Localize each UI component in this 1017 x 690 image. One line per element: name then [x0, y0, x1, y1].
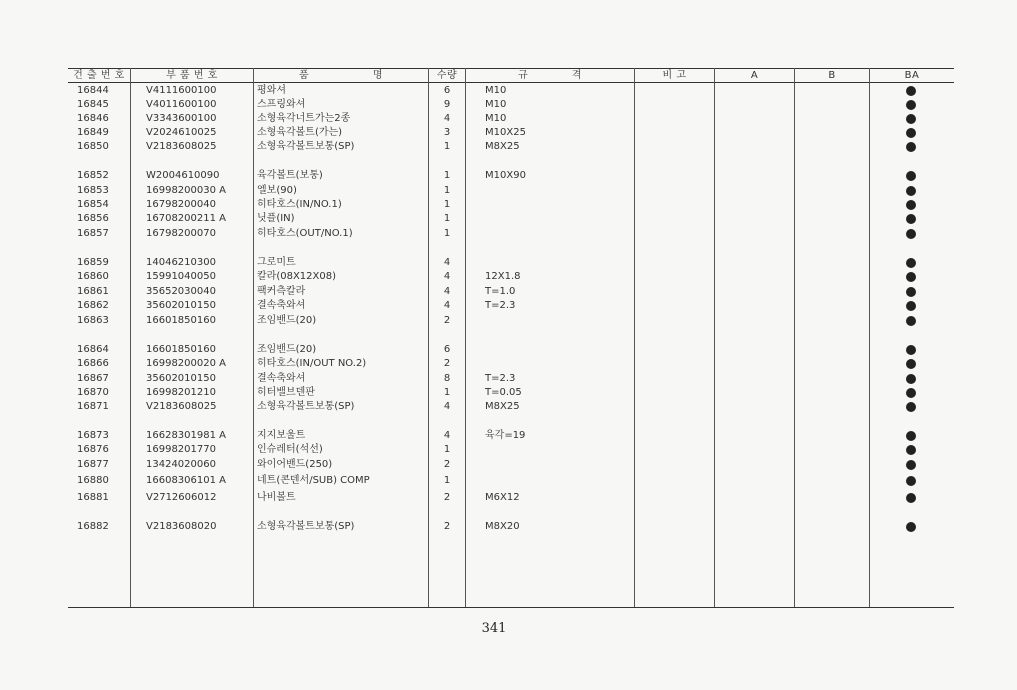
ref-no-cell: 16862 — [77, 300, 109, 311]
table-row — [0, 84, 1017, 98]
ba-applicable-dot-icon — [906, 214, 916, 224]
qty-cell: 8 — [443, 373, 451, 384]
header-ref-no: 건 출 번 호 — [73, 70, 125, 81]
part-name-cell: 네트(콘덴서/SUB) COMP — [257, 475, 370, 486]
qty-cell: 6 — [443, 85, 451, 96]
spec-cell: M10 — [485, 85, 507, 96]
qty-cell: 1 — [443, 199, 451, 210]
table-row — [0, 299, 1017, 313]
ba-applicable-dot-icon — [906, 142, 916, 152]
table-row — [0, 112, 1017, 126]
spec-cell: 육각=19 — [485, 430, 526, 441]
ba-applicable-dot-icon — [906, 493, 916, 503]
part-name-cell: 지지보울트 — [257, 430, 306, 441]
table-row — [0, 98, 1017, 112]
table-row — [0, 520, 1017, 534]
page-number: 341 — [481, 621, 507, 636]
part-name-cell: 히터밸브덴판 — [257, 387, 315, 398]
part-no-cell: 16998200020 A — [146, 358, 227, 369]
part-name-cell: 엘보(90) — [257, 185, 297, 196]
table-row — [0, 198, 1017, 212]
part-name-cell: 히타호스(IN/OUT NO.2) — [257, 358, 367, 369]
spec-cell: M10 — [485, 113, 507, 124]
spec-cell: T=0.05 — [485, 387, 522, 398]
part-name-cell: 팩커측칼라 — [257, 286, 306, 297]
table-row — [0, 474, 1017, 488]
part-no-cell: 16608306101 A — [146, 475, 227, 486]
part-name-cell: 스프링와셔 — [257, 99, 306, 110]
ba-applicable-dot-icon — [906, 460, 916, 470]
table-row — [0, 126, 1017, 140]
spec-cell: T=2.3 — [485, 300, 516, 311]
qty-cell: 2 — [443, 492, 451, 503]
table-row — [0, 256, 1017, 270]
ref-no-cell: 16876 — [77, 444, 109, 455]
header-col-a: A — [750, 70, 759, 81]
ba-applicable-dot-icon — [906, 431, 916, 441]
part-name-cell: 평와셔 — [257, 85, 286, 96]
ref-no-cell: 16852 — [77, 170, 109, 181]
ref-no-cell: 16844 — [77, 85, 109, 96]
ref-no-cell: 16882 — [77, 521, 109, 532]
ref-no-cell: 16873 — [77, 430, 109, 441]
qty-cell: 4 — [443, 271, 451, 282]
spec-cell: T=2.3 — [485, 373, 516, 384]
part-name-cell: 칼라(08X12X08) — [257, 271, 336, 282]
part-name-cell: 조임밴드(20) — [257, 344, 317, 355]
part-no-cell: 14046210300 — [146, 257, 216, 268]
spec-cell: T=1.0 — [485, 286, 516, 297]
part-no-cell: 13424020060 — [146, 459, 216, 470]
table-row — [0, 429, 1017, 443]
qty-cell: 6 — [443, 344, 451, 355]
header-col-ba: BA — [904, 70, 920, 81]
spec-cell: M8X25 — [485, 401, 520, 412]
part-no-cell: V4011600100 — [146, 99, 217, 110]
part-no-cell: 16998201210 — [146, 387, 216, 398]
ref-no-cell: 16877 — [77, 459, 109, 470]
part-name-cell: 인슈레터(석선) — [257, 444, 323, 455]
spec-cell: M10 — [485, 99, 507, 110]
part-name-cell: 육각볼트(보통) — [257, 170, 323, 181]
spec-cell: 12X1.8 — [485, 271, 521, 282]
part-no-cell: 16998200030 A — [146, 185, 227, 196]
part-name-cell: 조임밴드(20) — [257, 315, 317, 326]
table-row — [0, 386, 1017, 400]
qty-cell: 9 — [443, 99, 451, 110]
ref-no-cell: 16846 — [77, 113, 109, 124]
spec-cell: M8X25 — [485, 141, 520, 152]
ref-no-cell: 16867 — [77, 373, 109, 384]
ba-applicable-dot-icon — [906, 445, 916, 455]
qty-cell: 1 — [443, 185, 451, 196]
ba-applicable-dot-icon — [906, 171, 916, 181]
ba-applicable-dot-icon — [906, 476, 916, 486]
table-bottom-rule — [68, 607, 954, 608]
ref-no-cell: 16856 — [77, 213, 109, 224]
table-row — [0, 184, 1017, 198]
qty-cell: 1 — [443, 141, 451, 152]
part-no-cell: 16601850160 — [146, 344, 216, 355]
header-bottom-rule — [68, 82, 954, 83]
part-no-cell: 16798200070 — [146, 228, 216, 239]
ba-applicable-dot-icon — [906, 301, 916, 311]
header-spec: 규 격 — [518, 70, 582, 81]
qty-cell: 1 — [443, 213, 451, 224]
table-row — [0, 169, 1017, 183]
ba-applicable-dot-icon — [906, 114, 916, 124]
part-no-cell: 35652030040 — [146, 286, 216, 297]
ref-no-cell: 16866 — [77, 358, 109, 369]
part-name-cell: 소형육각너트가는2종 — [257, 113, 351, 124]
header-part-no: 부 품 번 호 — [166, 70, 218, 81]
ba-applicable-dot-icon — [906, 186, 916, 196]
ba-applicable-dot-icon — [906, 388, 916, 398]
header-col-b: B — [828, 70, 836, 81]
ref-no-cell: 16861 — [77, 286, 109, 297]
table-row — [0, 343, 1017, 357]
ref-no-cell: 16859 — [77, 257, 109, 268]
ref-no-cell: 16853 — [77, 185, 109, 196]
part-name-cell: 히타호스(IN/NO.1) — [257, 199, 342, 210]
ba-applicable-dot-icon — [906, 402, 916, 412]
table-row — [0, 140, 1017, 154]
ba-applicable-dot-icon — [906, 200, 916, 210]
table-row — [0, 400, 1017, 414]
part-no-cell: V2183608020 — [146, 521, 217, 532]
part-name-cell: 그로미트 — [257, 257, 296, 268]
part-no-cell: 35602010150 — [146, 300, 216, 311]
ba-applicable-dot-icon — [906, 522, 916, 532]
spec-cell: M8X20 — [485, 521, 520, 532]
part-no-cell: 16798200040 — [146, 199, 216, 210]
qty-cell: 2 — [443, 315, 451, 326]
ref-no-cell: 16849 — [77, 127, 109, 138]
table-row — [0, 212, 1017, 226]
qty-cell: 4 — [443, 401, 451, 412]
table-row — [0, 491, 1017, 505]
part-name-cell: 소형육각볼트(가는) — [257, 127, 343, 138]
part-no-cell: V2712606012 — [146, 492, 217, 503]
table-row — [0, 314, 1017, 328]
ref-no-cell: 16857 — [77, 228, 109, 239]
part-no-cell: 35602010150 — [146, 373, 216, 384]
part-no-cell: V2024610025 — [146, 127, 217, 138]
ba-applicable-dot-icon — [906, 316, 916, 326]
ba-applicable-dot-icon — [906, 272, 916, 282]
ba-applicable-dot-icon — [906, 229, 916, 239]
ba-applicable-dot-icon — [906, 287, 916, 297]
part-no-cell: V2183608025 — [146, 141, 217, 152]
part-name-cell: 히타호스(OUT/NO.1) — [257, 228, 353, 239]
table-row — [0, 285, 1017, 299]
ba-applicable-dot-icon — [906, 128, 916, 138]
part-no-cell: V4111600100 — [146, 85, 217, 96]
spec-cell: M10X90 — [485, 170, 526, 181]
ba-applicable-dot-icon — [906, 345, 916, 355]
table-row — [0, 227, 1017, 241]
part-no-cell: 16601850160 — [146, 315, 216, 326]
qty-cell: 3 — [443, 127, 451, 138]
spec-cell: M6X12 — [485, 492, 520, 503]
ba-applicable-dot-icon — [906, 86, 916, 96]
header-name: 품 명 — [299, 70, 383, 81]
table-row — [0, 270, 1017, 284]
part-no-cell: V2183608025 — [146, 401, 217, 412]
qty-cell: 1 — [443, 387, 451, 398]
part-name-cell: 소형육각볼트보통(SP) — [257, 141, 355, 152]
qty-cell: 4 — [443, 430, 451, 441]
ba-applicable-dot-icon — [906, 374, 916, 384]
ref-no-cell: 16870 — [77, 387, 109, 398]
part-no-cell: 16628301981 A — [146, 430, 227, 441]
table-row — [0, 458, 1017, 472]
ba-applicable-dot-icon — [906, 100, 916, 110]
ref-no-cell: 16871 — [77, 401, 109, 412]
qty-cell: 1 — [443, 444, 451, 455]
part-no-cell: 16998201770 — [146, 444, 216, 455]
header-qty: 수량 — [436, 70, 458, 81]
ref-no-cell: 16845 — [77, 99, 109, 110]
qty-cell: 4 — [443, 300, 451, 311]
qty-cell: 1 — [443, 228, 451, 239]
ref-no-cell: 16860 — [77, 271, 109, 282]
spec-cell: M10X25 — [485, 127, 526, 138]
table-row — [0, 443, 1017, 457]
qty-cell: 2 — [443, 358, 451, 369]
part-name-cell: 나비볼트 — [257, 492, 296, 503]
part-name-cell: 소형육각볼트보통(SP) — [257, 521, 355, 532]
part-name-cell: 결속축와셔 — [257, 373, 306, 384]
part-name-cell: 닛플(IN) — [257, 213, 295, 224]
table-row — [0, 372, 1017, 386]
ref-no-cell: 16881 — [77, 492, 109, 503]
ref-no-cell: 16863 — [77, 315, 109, 326]
header-remark: 비 고 — [662, 70, 687, 81]
part-name-cell: 결속축와셔 — [257, 300, 306, 311]
qty-cell: 1 — [443, 475, 451, 486]
ba-applicable-dot-icon — [906, 258, 916, 268]
ba-applicable-dot-icon — [906, 359, 916, 369]
qty-cell: 4 — [443, 286, 451, 297]
part-no-cell: V3343600100 — [146, 113, 217, 124]
part-name-cell: 와이어밴드(250) — [257, 459, 333, 470]
ref-no-cell: 16850 — [77, 141, 109, 152]
ref-no-cell: 16864 — [77, 344, 109, 355]
part-no-cell: W2004610090 — [146, 170, 220, 181]
part-no-cell: 15991040050 — [146, 271, 216, 282]
part-name-cell: 소형육각볼트보통(SP) — [257, 401, 355, 412]
table-row — [0, 357, 1017, 371]
part-no-cell: 16708200211 A — [146, 213, 227, 224]
qty-cell: 1 — [443, 170, 451, 181]
qty-cell: 4 — [443, 257, 451, 268]
ref-no-cell: 16880 — [77, 475, 109, 486]
qty-cell: 2 — [443, 459, 451, 470]
qty-cell: 4 — [443, 113, 451, 124]
ref-no-cell: 16854 — [77, 199, 109, 210]
qty-cell: 2 — [443, 521, 451, 532]
